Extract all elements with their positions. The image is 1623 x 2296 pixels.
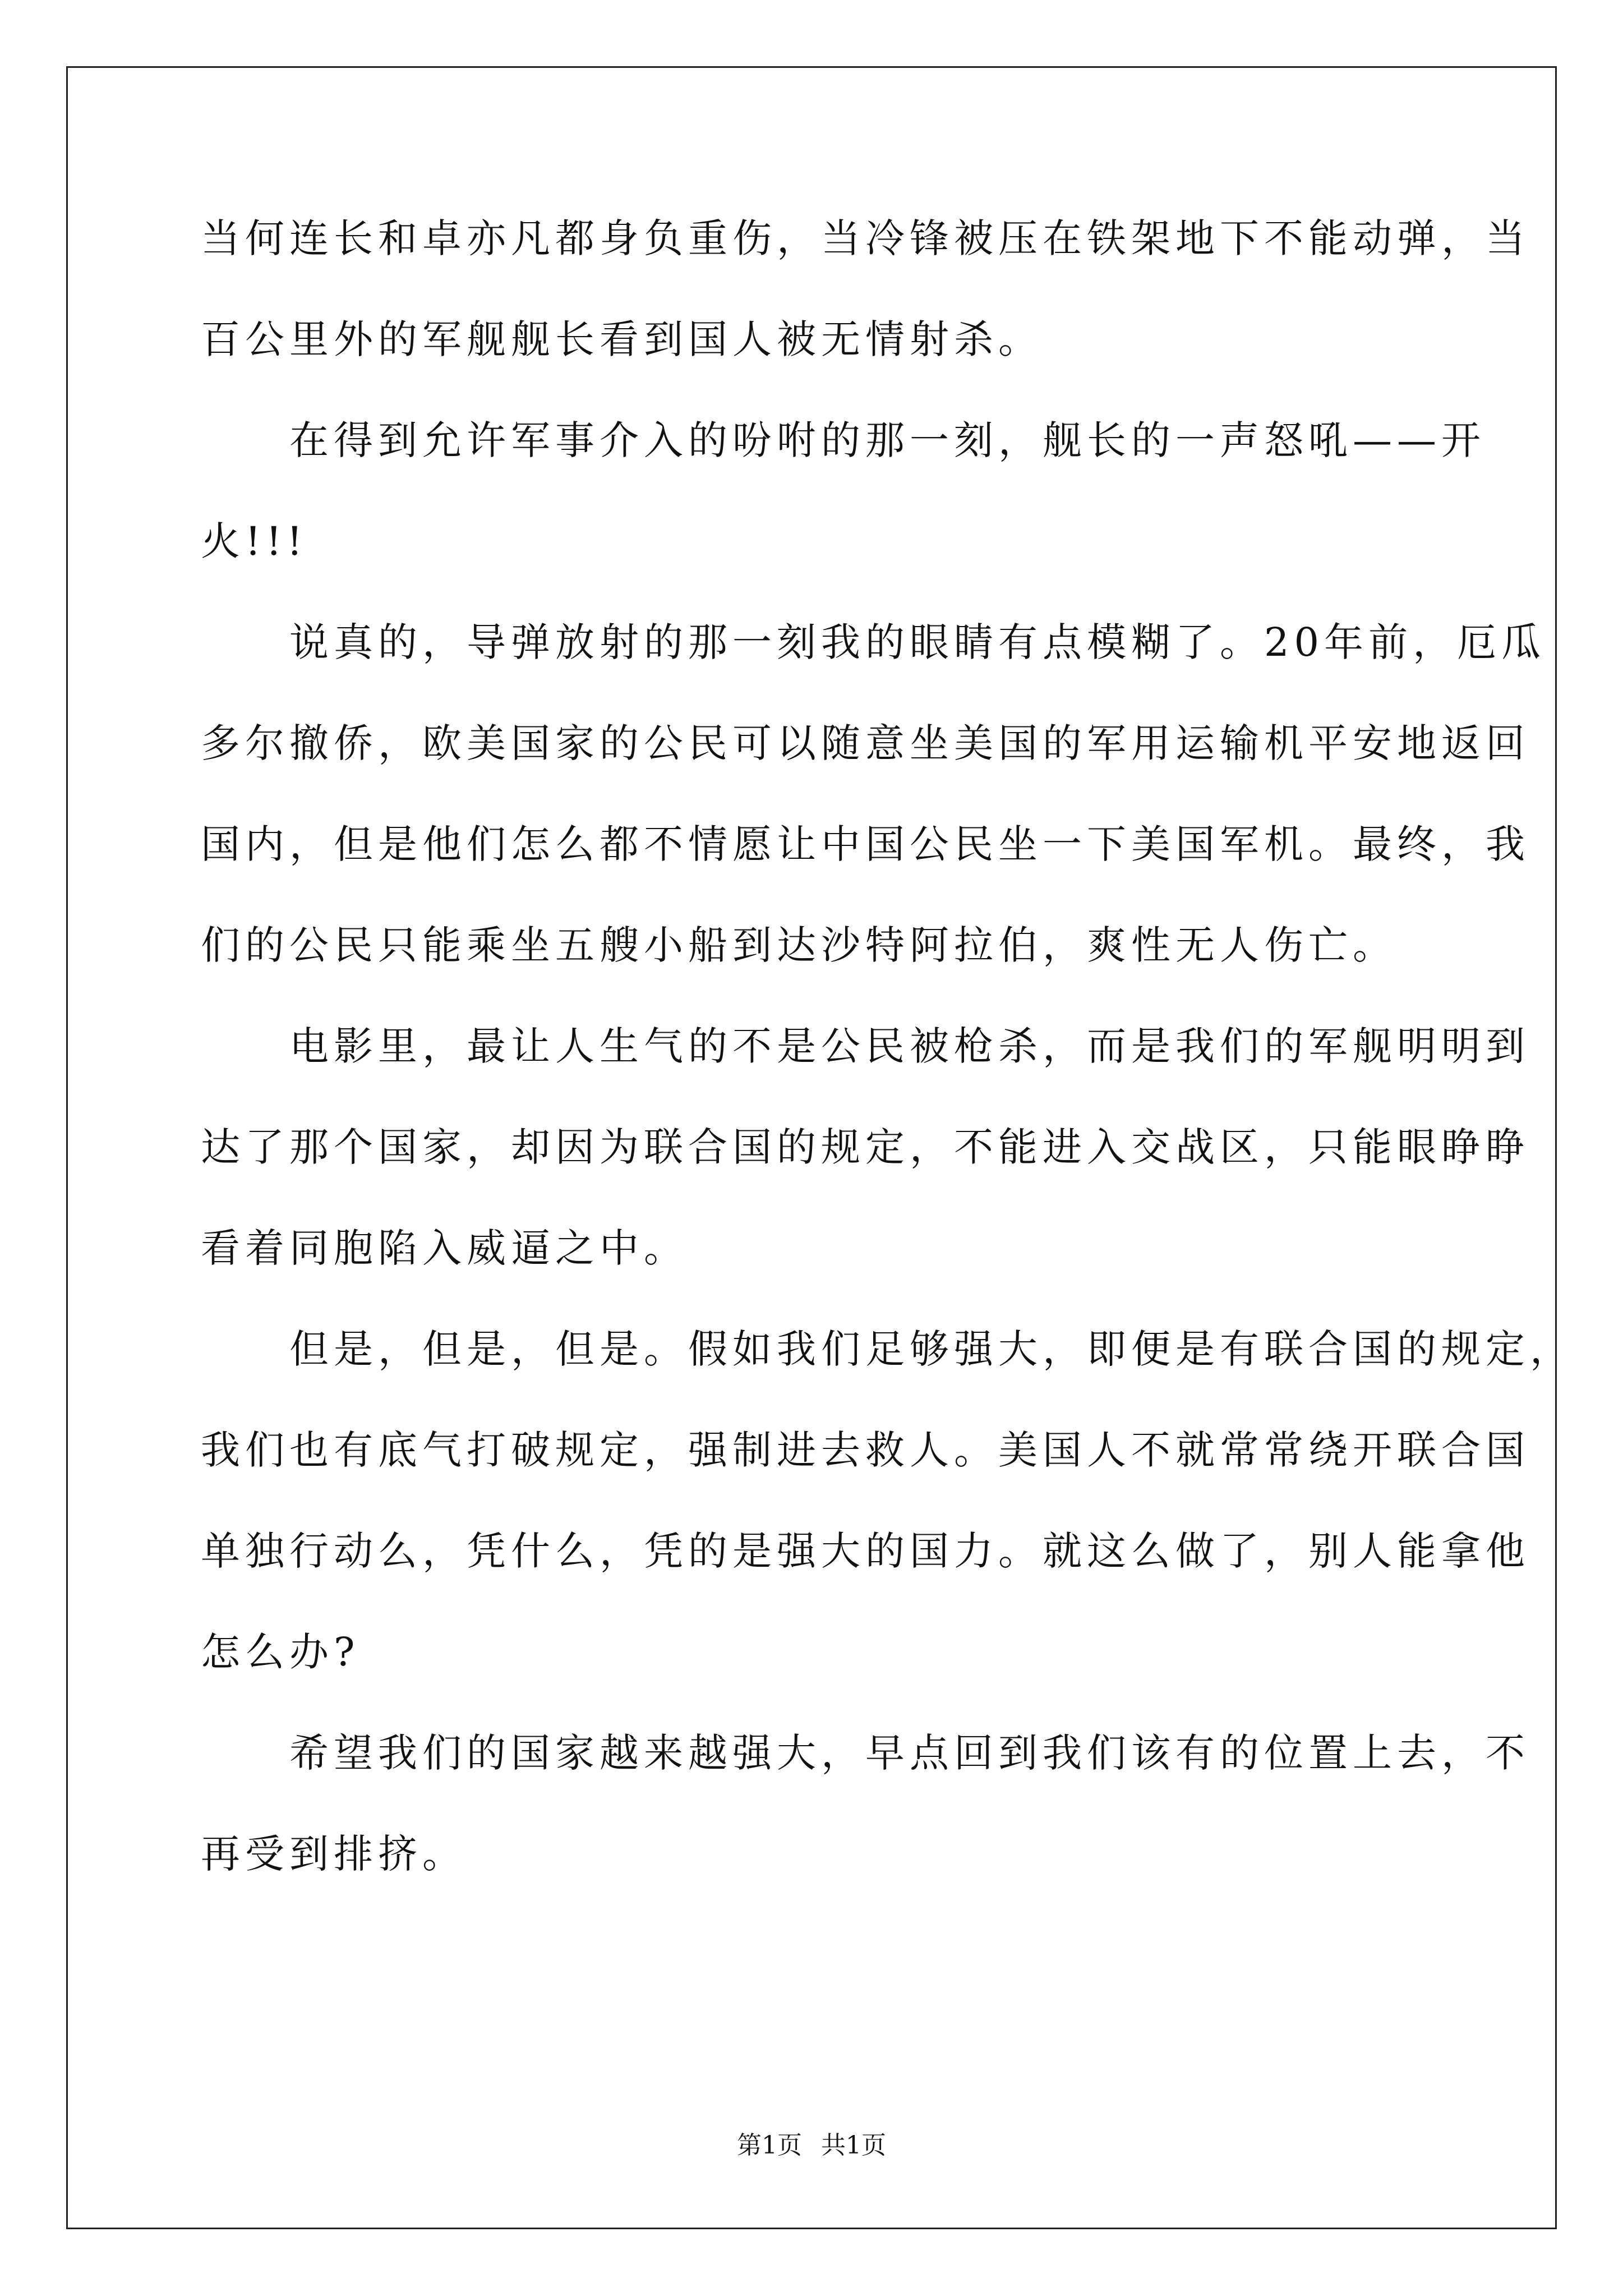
paragraph-line: 百公里外的军舰舰长看到国人被无情射杀。	[201, 316, 1043, 362]
paragraph-line: 电影里，最让人生气的不是公民被枪杀，而是我们的军舰明明到	[201, 1023, 1530, 1069]
paragraph-line: 我们也有底气打破规定，强制进去救人。美国人不就常常绕开联合国	[201, 1427, 1530, 1473]
paragraph-3	[201, 617, 1546, 970]
paragraph-line: 看着同胞陷入威逼之中。	[201, 1225, 688, 1271]
paragraph-line: 单独行动么，凭什么，凭的是强大的国力。就这么做了，别人能拿他	[201, 1528, 1530, 1574]
paragraph-line: 再受到排挤。	[201, 1831, 467, 1877]
paragraph-line: 在得到允许军事介入的吩咐的那一刻，舰长的一声怒吼——开	[201, 417, 1486, 463]
paragraph-5	[201, 1324, 1574, 1677]
paragraph-4	[201, 1021, 1530, 1273]
page-number: 第1页	[737, 2131, 802, 2160]
page-footer	[0, 2129, 1623, 2162]
paragraph-line: 多尔撤侨，欧美国家的公民可以随意坐美国的军用运输机平安地返回	[201, 720, 1530, 766]
paragraph-line: 怎么办?	[201, 1629, 360, 1675]
paragraph-line: 当何连长和卓亦凡都身负重伤，当冷锋被压在铁架地下不能动弹，当	[201, 215, 1530, 261]
paragraph-line: 但是，但是，但是。假如我们足够强大，即便是有联合国的规定，	[201, 1326, 1574, 1372]
paragraph-line: 们的公民只能乘坐五艘小船到达沙特阿拉伯，爽性无人伤亡。	[201, 922, 1397, 968]
paragraph-line: 国内，但是他们怎么都不情愿让中国公民坐一下美国军机。最终，我	[201, 821, 1530, 867]
paragraph-2	[201, 415, 1486, 567]
paragraph-line: 达了那个国家，却因为联合国的规定，不能进入交战区，只能眼睁睁	[201, 1124, 1530, 1170]
total-pages: 共1页	[821, 2131, 886, 2160]
paragraph-line: 火!!!	[201, 518, 308, 564]
document-body	[201, 213, 1574, 1879]
paragraph-1	[201, 213, 1530, 365]
paragraph-line: 说真的，导弹放射的那一刻我的眼睛有点模糊了。20年前，厄瓜	[201, 619, 1546, 665]
paragraph-line: 希望我们的国家越来越强大，早点回到我们该有的位置上去，不	[201, 1730, 1530, 1776]
paragraph-6	[201, 1728, 1530, 1879]
